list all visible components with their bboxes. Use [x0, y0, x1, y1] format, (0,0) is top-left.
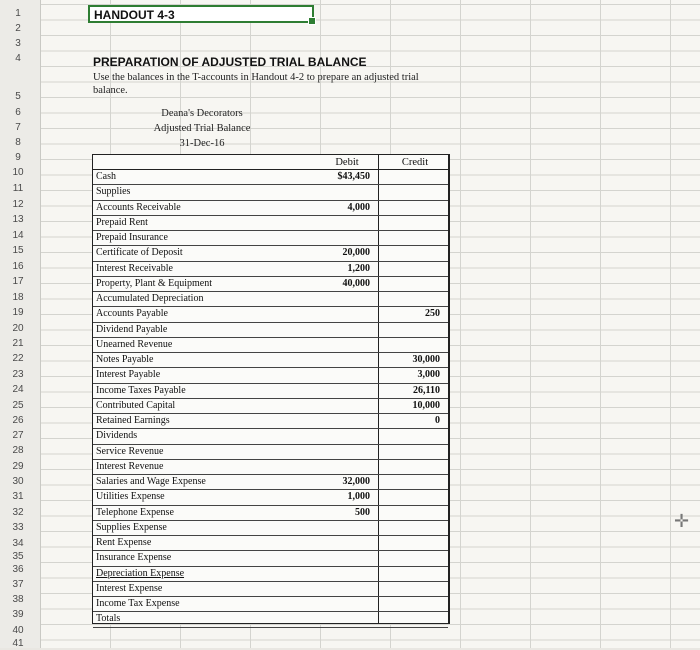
row-number[interactable]: 41	[12, 638, 24, 649]
debit-cell[interactable]: 1,000	[347, 491, 370, 503]
row-number[interactable]: 18	[12, 292, 24, 303]
row-number[interactable]: 4	[15, 53, 21, 64]
row-number[interactable]: 35	[12, 551, 24, 562]
instructions-text: Use the balances in the T-accounts in Handout 4-2 to prepare an adjusted trial balance.	[93, 72, 419, 96]
row-number[interactable]: 19	[12, 307, 24, 318]
row-number[interactable]: 39	[12, 609, 24, 620]
handout-title: HANDOUT 4-3	[94, 8, 175, 22]
fill-handle[interactable]	[308, 17, 316, 25]
credit-cell[interactable]: 30,000	[412, 354, 440, 365]
table-row	[93, 506, 448, 521]
account-name[interactable]: Cash	[96, 171, 116, 182]
account-name[interactable]: Interest Payable	[96, 369, 161, 381]
row-number[interactable]: 21	[12, 338, 24, 349]
table-row	[93, 277, 448, 292]
row-number[interactable]: 1	[15, 8, 21, 19]
account-name[interactable]: Depreciation Expense	[96, 567, 185, 579]
debit-cell[interactable]: 40,000	[342, 277, 370, 289]
row-number[interactable]: 11	[12, 183, 24, 194]
debit-header: Debit	[335, 157, 359, 168]
table-row	[93, 307, 448, 322]
section-title: PREPARATION OF ADJUSTED TRIAL BALANCE	[93, 55, 367, 69]
table-row	[93, 170, 448, 185]
row-number[interactable]: 24	[12, 384, 24, 395]
row-number[interactable]: 12	[12, 199, 24, 210]
debit-cell[interactable]: 32,000	[342, 476, 370, 487]
account-name[interactable]: Contributed Capital	[96, 399, 176, 411]
account-name[interactable]: Telephone Expense	[96, 506, 174, 518]
crosshair-cursor-icon: ✛	[674, 511, 690, 531]
row-number[interactable]: 25	[12, 400, 24, 411]
credit-cell[interactable]: 26,110	[413, 384, 440, 396]
table-row	[93, 368, 448, 383]
row-number[interactable]: 26	[12, 415, 24, 426]
row-number[interactable]: 40	[12, 625, 24, 636]
row-number[interactable]: 16	[12, 261, 24, 272]
row-number[interactable]: 7	[15, 122, 21, 133]
report-name: Adjusted Trial Balance	[153, 123, 251, 134]
account-name[interactable]: Prepaid Insurance	[96, 232, 168, 243]
table-row	[93, 536, 448, 551]
account-name[interactable]: Rent Expense	[96, 537, 152, 548]
trial-balance-table	[92, 154, 450, 624]
account-name[interactable]: Accumulated Depreciation	[96, 293, 204, 304]
row-number[interactable]: 23	[12, 369, 24, 380]
account-name[interactable]: Income Taxes Payable	[96, 384, 186, 396]
debit-cell[interactable]: 1,200	[347, 262, 370, 274]
account-name[interactable]: Service Revenue	[96, 445, 164, 457]
row-number[interactable]: 28	[12, 445, 24, 456]
account-name[interactable]: Interest Expense	[96, 582, 163, 594]
row-number[interactable]: 33	[12, 522, 24, 533]
account-name[interactable]: Accounts Receivable	[96, 201, 181, 213]
credit-cell[interactable]: 10,000	[412, 399, 440, 411]
header-row	[93, 155, 448, 170]
account-name[interactable]: Notes Payable	[96, 354, 154, 365]
table-row	[93, 338, 448, 353]
table-row	[93, 353, 448, 368]
account-name[interactable]: Retained Earnings	[96, 415, 170, 426]
table-row	[93, 551, 448, 566]
row-number[interactable]: 37	[12, 579, 24, 590]
row-number[interactable]: 14	[12, 230, 24, 241]
table-row	[93, 597, 448, 612]
table-row	[93, 612, 448, 627]
table-row	[93, 414, 448, 429]
account-name[interactable]: Utilities Expense	[96, 491, 165, 503]
account-name[interactable]: Property, Plant & Equipment	[96, 277, 213, 289]
selected-cell[interactable]	[88, 5, 314, 23]
table-row	[93, 445, 448, 460]
account-name[interactable]: Insurance Expense	[96, 552, 172, 564]
row-number[interactable]: 13	[12, 214, 24, 225]
row-number[interactable]: 3	[15, 38, 21, 49]
company-name: Deana's Decorators	[161, 108, 243, 119]
report-date: 31-Dec-16	[179, 138, 225, 149]
table-row	[93, 567, 448, 582]
account-name[interactable]: Prepaid Rent	[96, 216, 148, 228]
account-name[interactable]: Unearned Revenue	[96, 338, 173, 350]
table-row	[93, 201, 448, 216]
row-number[interactable]: 10	[12, 167, 24, 178]
account-name[interactable]: Totals	[96, 613, 121, 625]
table-row	[93, 490, 448, 505]
account-name[interactable]: Income Tax Expense	[96, 598, 180, 609]
debit-cell[interactable]: 4,000	[347, 201, 370, 213]
row-number[interactable]: 32	[12, 507, 24, 518]
credit-column-border	[448, 155, 449, 623]
row-header-gutter	[0, 0, 41, 648]
row-number[interactable]: 15	[12, 245, 24, 256]
credit-cell[interactable]: 3,000	[417, 369, 440, 381]
table-row	[93, 231, 448, 246]
account-name[interactable]: Certificate of Deposit	[96, 247, 183, 259]
table-row	[93, 292, 448, 307]
credit-header: Credit	[401, 157, 429, 168]
table-row	[93, 323, 448, 338]
row-number[interactable]: 29	[12, 461, 24, 472]
table-row	[93, 460, 448, 475]
account-name[interactable]: Supplies Expense	[96, 521, 167, 533]
table-row	[93, 429, 448, 444]
row-number[interactable]: 17	[12, 276, 24, 287]
table-row	[93, 384, 448, 399]
table-row	[93, 246, 448, 261]
row-number[interactable]: 36	[12, 564, 24, 575]
debit-cell[interactable]: 500	[355, 506, 370, 518]
row-number[interactable]: 34	[12, 538, 24, 549]
table-row	[93, 216, 448, 231]
credit-cell[interactable]: 0	[435, 415, 440, 426]
account-name[interactable]: Interest Receivable	[96, 262, 173, 274]
account-name[interactable]: Supplies	[96, 186, 131, 198]
debit-cell[interactable]: $43,450	[337, 171, 370, 182]
table-row	[93, 521, 448, 536]
table-row	[93, 185, 448, 200]
table-row	[93, 262, 448, 277]
row-number[interactable]: 9	[15, 152, 21, 163]
row-number[interactable]: 2	[15, 23, 21, 34]
row-number[interactable]: 20	[12, 323, 24, 334]
debit-cell[interactable]: 20,000	[342, 247, 370, 259]
credit-cell[interactable]: 250	[425, 308, 440, 320]
account-name[interactable]: Dividend Payable	[96, 323, 168, 335]
row-number[interactable]: 5	[15, 91, 21, 102]
row-number[interactable]: 31	[12, 491, 24, 502]
account-name[interactable]: Salaries and Wage Expense	[96, 476, 206, 487]
row-number[interactable]: 22	[12, 353, 24, 364]
row-number[interactable]: 27	[12, 430, 24, 441]
account-name[interactable]: Interest Revenue	[96, 460, 164, 472]
table-row	[93, 582, 448, 597]
account-name[interactable]: Dividends	[96, 430, 138, 442]
account-name[interactable]: Accounts Payable	[96, 308, 168, 320]
row-number[interactable]: 38	[12, 594, 24, 605]
row-number[interactable]: 30	[12, 476, 24, 487]
table-row	[93, 475, 448, 490]
table-row	[93, 399, 448, 414]
row-number[interactable]: 6	[15, 107, 21, 118]
row-number[interactable]: 8	[15, 137, 21, 148]
